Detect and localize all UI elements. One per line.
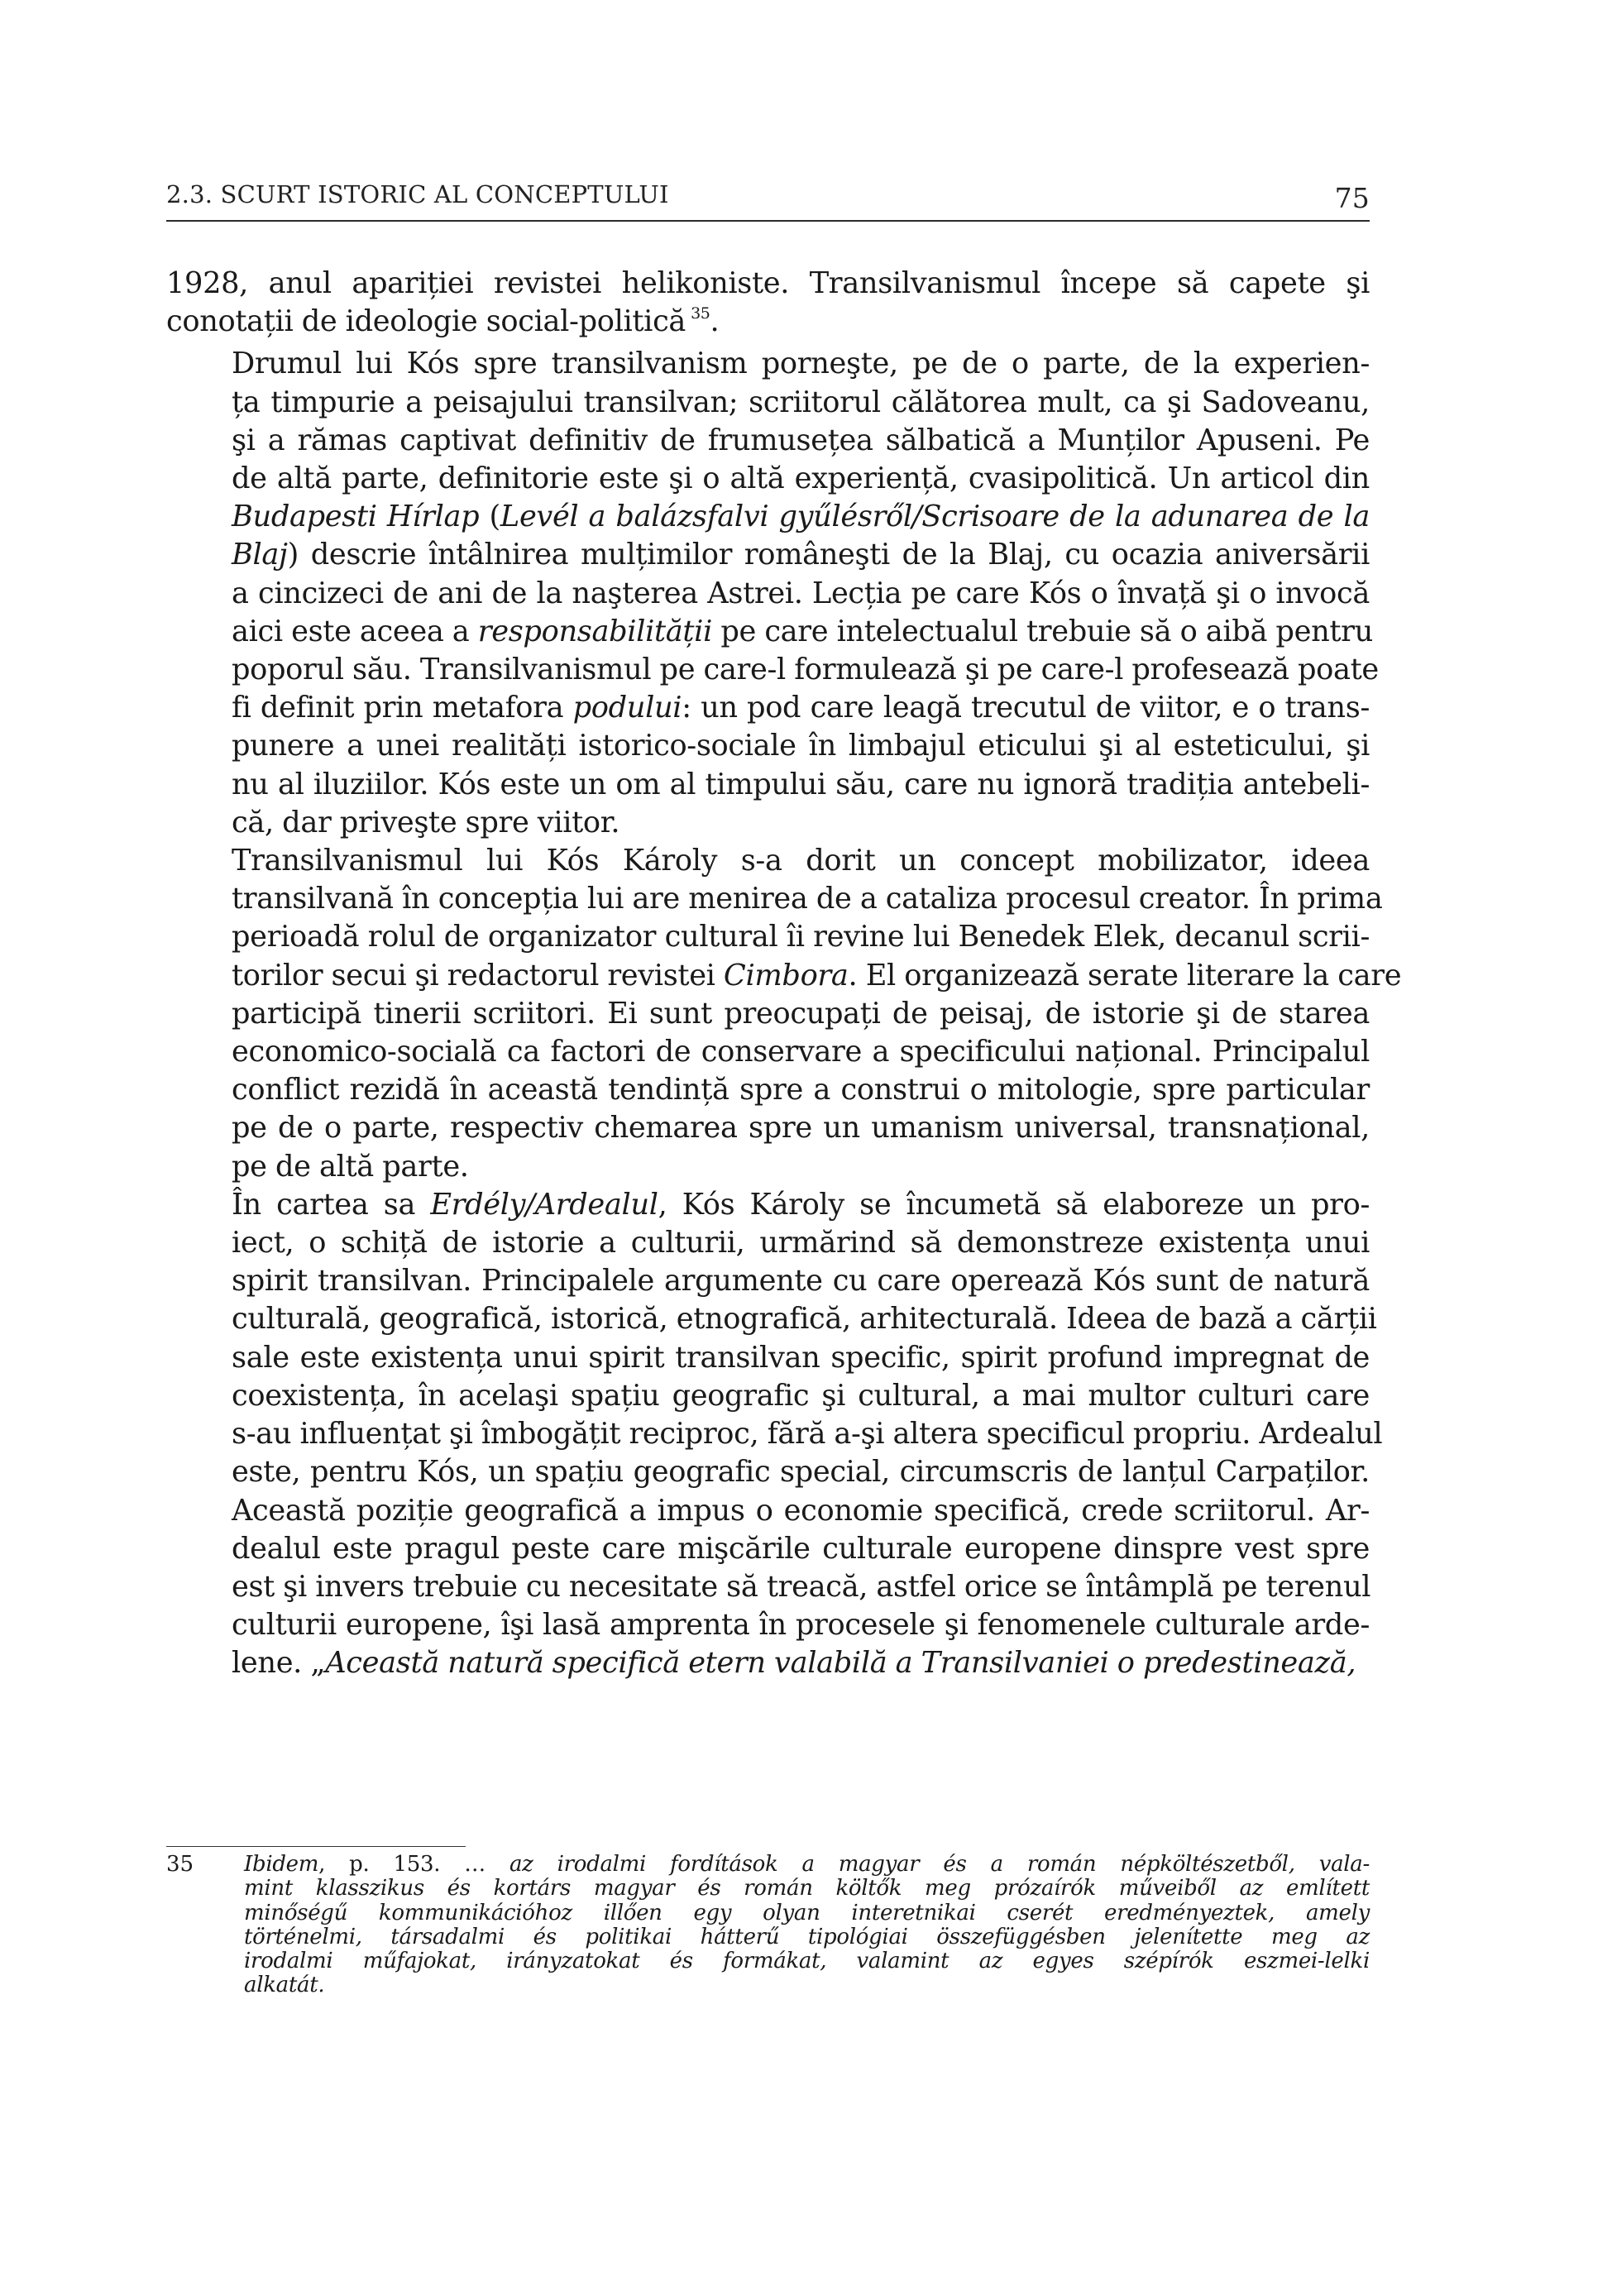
- italic-run: Budapesti Hírlap: [232, 500, 480, 534]
- body-text: [166, 265, 1402, 1683]
- text-run: nu al iluziilor. Kós este un om al timpului său, care nu ignoră tradiția antebeli-: [232, 767, 1370, 801]
- footnote-line: [244, 1877, 1370, 1901]
- text-run: pe care intelectualul trebuie să o aibă pentru: [712, 614, 1373, 648]
- page-number: 75: [1334, 182, 1370, 214]
- text-line: [166, 1530, 1370, 1568]
- paragraph: [166, 842, 1402, 1186]
- text-line: [166, 1492, 1370, 1530]
- footnote-line: [244, 1949, 1370, 1973]
- text-line: [166, 1262, 1370, 1300]
- text-line: [166, 1568, 1370, 1606]
- text-run: Această poziție geografică a impus o economie specifică, crede scriitorul. Ar-: [232, 1493, 1370, 1528]
- italic-run: minőségű kommunikációhoz illően egy olyan interetnikai cserét eredményeztek, amely: [244, 1900, 1370, 1925]
- text-run: conflict rezidă în această tendință spre a construi o mitologie, spre particular: [232, 1073, 1370, 1107]
- text-line: [166, 1224, 1370, 1262]
- text-line: [166, 384, 1370, 422]
- text-run: economico-socială ca factori de conservare a specificului național. Principalul: [232, 1035, 1370, 1069]
- text-line: [166, 1109, 1370, 1147]
- text-line: [166, 613, 1373, 651]
- text-line: [166, 880, 1383, 918]
- italic-run: Erdély/Ardealul: [430, 1187, 658, 1222]
- text-run: poporul său. Transilvanismul pe care-l formulează şi pe care-l profesează poate: [232, 653, 1379, 687]
- text-line: [166, 460, 1370, 498]
- italic-run: responsabilității: [477, 614, 712, 648]
- text-run: de altă parte, definitorie este şi o altă experiență, cvasipolitică. Un articol din: [232, 462, 1370, 496]
- text-run: , Kós Károly se încumetă să elaboreze un pro-: [658, 1187, 1370, 1222]
- text-run: pe de o parte, respectiv chemarea spre un umanism universal, transnațional,: [232, 1111, 1370, 1146]
- text-run: şi a rămas captivat definitiv de frumusețea sălbatică a Munților Apuseni. Pe: [232, 423, 1370, 457]
- italic-run: Această natură specifică etern valabilă a Transilvaniei o predestinează,: [325, 1646, 1356, 1681]
- paragraph: [166, 265, 1370, 345]
- footnote-line: [244, 1973, 1370, 1997]
- text-line: [166, 1339, 1370, 1377]
- text-run: coexistența, în acelaşi spațiu geografic şi cultural, a mai multor culturi care: [232, 1378, 1370, 1413]
- section-title: 2.3. SCURT ISTORIC AL CONCEPTULUI: [166, 180, 669, 208]
- text-run: torilor secui şi redactorul revistei: [232, 958, 724, 993]
- text-run: . El organizează serate literare la care: [848, 958, 1402, 993]
- text-run: lene. „: [232, 1646, 326, 1681]
- text-line: [166, 1300, 1377, 1338]
- footnote-line: [244, 1853, 1370, 1877]
- italic-run: történelmi, társadalmi és politikai hátterű tipológiai összefüggésben jelenítette meg az: [244, 1924, 1370, 1949]
- text-run: est şi invers trebuie cu necesitate să treacă, astfel orice se întâmplă pe terenul: [232, 1569, 1371, 1604]
- text-run: spirit transilvan. Principalele argumente cu care operează Kós sunt de natură: [232, 1264, 1370, 1299]
- text-run: .: [710, 304, 720, 339]
- text-run: punere a unei realități istorico-sociale în limbajul eticului şi al esteticului, şi: [232, 729, 1370, 763]
- text-line: [166, 1033, 1370, 1071]
- text-line: [166, 345, 1370, 383]
- text-line: [166, 265, 1370, 303]
- text-line: [166, 1415, 1383, 1453]
- footnote: [166, 1853, 1370, 1998]
- text-run: iect, o schiță de istorie a culturii, urmărind să demonstreze existența unui: [232, 1226, 1370, 1260]
- italic-run: alkatát.: [244, 1973, 325, 1998]
- text-run: participă tinerii scriitori. Ei sunt preocupați de peisaj, de istorie şi de starea: [232, 996, 1370, 1031]
- text-run: ța timpurie a peisajului transilvan; scriitorul călătorea mult, ca şi Sadoveanu,: [232, 385, 1370, 419]
- text-line: [166, 1453, 1370, 1491]
- footnote-reference[interactable]: 35: [691, 304, 710, 323]
- text-line: [166, 766, 1370, 804]
- italic-run: Levél a balázsfalvi gyűlésről/Scrisoare de la adunarea de la: [500, 500, 1370, 534]
- text-run: pe de altă parte.: [232, 1149, 469, 1184]
- text-run: 1928, anul apariției revistei helikoniste. Transilvanismul începe să capete şi: [166, 266, 1370, 300]
- text-run: Drumul lui Kós spre transilvanism porneşte, pe de o parte, de la experien-: [232, 347, 1370, 381]
- paragraph: [166, 1186, 1383, 1683]
- italic-run: mint klasszikus és kortárs magyar és román költők meg prózaírók műveiből az említett: [244, 1876, 1370, 1901]
- text-line: [166, 1377, 1370, 1415]
- text-run: (: [479, 500, 500, 534]
- text-run: culturală, geografică, istorică, etnografică, arhitecturală. Ideea de bază a cărții: [232, 1302, 1377, 1337]
- footnote-divider: [166, 1846, 466, 1847]
- italic-run: podului: [572, 691, 682, 725]
- italic-run: Cimbora: [723, 958, 849, 993]
- text-line: [166, 804, 1370, 842]
- text-run: că, dar priveşte spre viitor.: [232, 805, 620, 839]
- text-run: s-au influențat şi îmbogățit reciproc, fără a-şi altera specificul propriu. Ardealul: [232, 1417, 1383, 1452]
- text-run: fi definit prin metafora: [232, 691, 573, 725]
- paragraph: [166, 345, 1379, 842]
- running-head: [166, 177, 1370, 222]
- text-line: [166, 689, 1370, 727]
- text-run: Transilvanismul lui Kós Károly s-a dorit un concept mobilizator, ideea: [232, 844, 1370, 878]
- italic-run: irodalmi műfajokat, irányzatokat és formákat, valamint az egyes szépírók eszmei-lelki: [244, 1949, 1370, 1974]
- text-run: culturii europene, îşi lasă amprenta în procesele şi fenomenele culturale arde-: [232, 1608, 1370, 1643]
- italic-run: Ibidem: [244, 1852, 319, 1877]
- text-line: [166, 1071, 1370, 1109]
- footnote-line: [244, 1925, 1370, 1949]
- text-run: , p. 153. …: [318, 1852, 509, 1877]
- text-line: [166, 1186, 1370, 1224]
- text-line: [166, 995, 1370, 1033]
- text-line: [166, 536, 1370, 574]
- text-run: sale este existența unui spirit transilvan specific, spirit profund impregnat de: [232, 1340, 1370, 1375]
- italic-run: Blaj: [232, 538, 288, 572]
- text-line: [166, 303, 1370, 345]
- text-line: [166, 422, 1370, 460]
- text-run: În cartea sa: [232, 1187, 431, 1222]
- text-run: dealul este pragul peste care mişcările culturale europene dinspre vest spre: [232, 1531, 1370, 1566]
- text-line: [166, 1644, 1370, 1682]
- text-line: [166, 1606, 1370, 1644]
- text-run: a cincizeci de ani de la naşterea Astrei. Lecția pe care Kós o învață şi o invocă: [232, 576, 1370, 610]
- footnote-number: 35: [166, 1852, 194, 1877]
- text-run: : un pod care leagă trecutul de viitor, e o trans-: [682, 691, 1370, 725]
- text-line: [166, 918, 1370, 956]
- text-run: ) descrie întâlnirea mulțimilor româneşti de la Blaj, cu ocazia aniversării: [287, 538, 1370, 572]
- text-run: conotații de ideologie social-politică: [166, 304, 686, 339]
- text-line: [166, 957, 1402, 995]
- text-run: este, pentru Kós, un spațiu geografic special, circumscris de lanțul Carpaților.: [232, 1455, 1370, 1490]
- text-run: transilvană în concepția lui are menirea de a cataliza procesul creator. În prima: [232, 882, 1383, 916]
- text-line: [166, 498, 1370, 536]
- text-run: aici este aceea a: [232, 614, 478, 648]
- footnote-line: [244, 1901, 1370, 1925]
- text-line: [166, 575, 1370, 613]
- text-line: [166, 1148, 1370, 1186]
- text-run: perioadă rolul de organizator cultural îi revine lui Benedek Elek, decanul scrii-: [232, 920, 1370, 954]
- italic-run: az irodalmi fordítások a magyar és a román népköltészetből, vala-: [509, 1852, 1370, 1877]
- footnotes: [166, 1853, 1370, 1998]
- text-line: [166, 651, 1379, 689]
- footnote-text: [244, 1853, 1370, 1998]
- text-line: [166, 842, 1370, 880]
- text-line: [166, 727, 1370, 765]
